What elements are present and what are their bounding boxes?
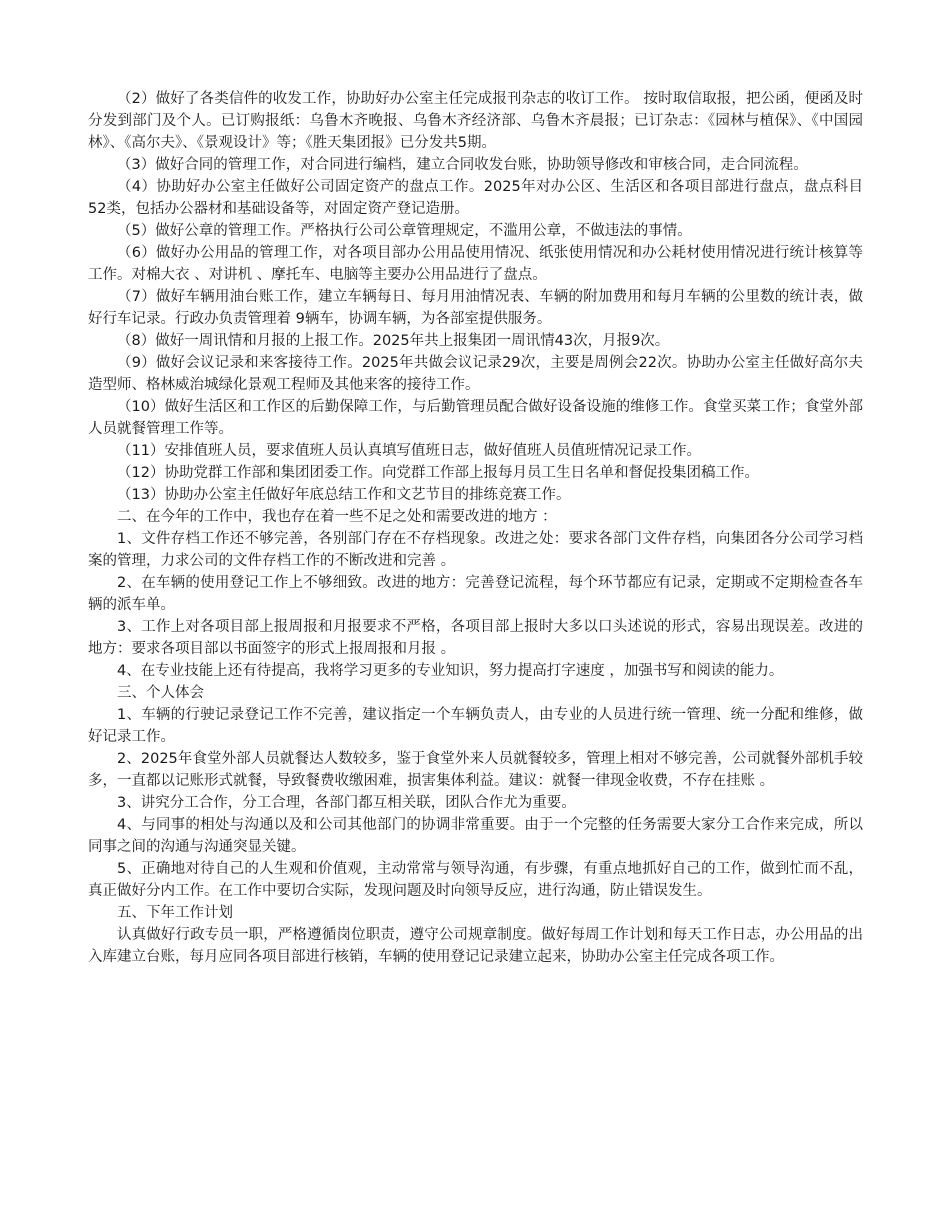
item-9-meetings-reception: （9）做好会议记录和来客接待工作。2025年共做会议记录29次，主要是周例会22次。协助办公室主任做好高尔夫造型师、格林威治城绿化景观工程师及其他来客的接待工作。 <box>88 355 863 393</box>
item-5-seal-management: （5）做好公章的管理工作。严格执行公司公章管理规定，不滥用公章，不做违法的事情。 <box>117 223 692 239</box>
shortcoming-1: 1、文件存档工作还不够完善，各别部门存在不存档现象。改进之处：要求各部门文件存档，向集团各分公司学习档案的管理，力求公司的文件存档工作的不断改进和完善 。 <box>88 531 863 569</box>
item-6-office-supplies: （6）做好办公用品的管理工作，对各项目部办公用品使用情况、纸张使用情况和办公耗材使用情况进行统计核算等工作。对棉大衣 、对讲机 、摩托车、电脑等主要办公用品进行了盘点。 <box>88 245 863 283</box>
experience-3: 3、讲究分工合作，分工合理，各部门都互相关联，团队合作尤为重要。 <box>117 795 576 811</box>
section-heading-next-year-plan: 五、下年工作计划 <box>117 905 233 921</box>
item-13-year-end-summary: （13）协助办公室主任做好年底总结工作和文艺节目的排练竞赛工作。 <box>117 487 571 503</box>
section-heading-shortcomings: 二、在今年的工作中，我也存在着一些不足之处和需要改进的地方 ： <box>117 509 557 525</box>
experience-4: 4、与同事的相处与沟通以及和公司其他部门的协调非常重要。由于一个完整的任务需要大家分工合作来完成，所以同事之间的沟通与沟通突显关键。 <box>88 817 863 855</box>
experience-5: 5、正确地对待自己的人生观和价值观，主动常常与领导沟通，有步骤，有重点地抓好自己的工作，做到忙而不乱，真正做好分内工作。在工作中要切合实际，发现问题及时向领导反应，进行沟通，防止错误发生。 <box>88 861 863 899</box>
item-3-contract-management: （3）做好合同的管理工作，对合同进行编档，建立合同收发台账，协助领导修改和审核合同，走合同流程。 <box>117 157 808 173</box>
shortcoming-2: 2、在车辆的使用登记工作上不够细致。改进的地方：完善登记流程，每个环节都应有记录，定期或不定期检查各车辆的派车单。 <box>88 575 863 613</box>
document-body <box>88 88 863 968</box>
item-11-duty-roster: （11）安排值班人员，要求值班人员认真填写值班日志，做好值班人员值班情况记录工作。 <box>117 443 701 459</box>
experience-1: 1、车辆的行驶记录登记工作不完善，建议指定一个车辆负责人，由专业的人员进行统一管理、统一分配和维修，做好记录工作。 <box>88 707 863 745</box>
item-7-vehicle-fuel: （7）做好车辆用油台账工作，建立车辆每日、每月用油情况表、车辆的附加费用和每月车辆的公里数的统计表，做好行车记录。行政办负责管理着 9辆车，协调车辆，为各部室提供服务。 <box>88 289 863 327</box>
item-12-party-work: （12）协助党群工作部和集团团委工作。向党群工作部上报每月员工生日名单和督促投集团稿工作。 <box>117 465 759 481</box>
item-8-weekly-monthly-report: （8）做好一周讯情和月报的上报工作。2025年共上报集团一周讯情43次，月报9次。 <box>117 333 670 349</box>
item-2-mail-handling: （2）做好了各类信件的收发工作，协助好办公室主任完成报刊杂志的收订工作。 按时取信取报，把公函，便函及时分发到部门及个人。已订购报纸：乌鲁木齐晚报、乌鲁木齐经济部、乌鲁木齐晨报；已订杂志：《园林与植保》、《中国园林》、《高尔夫》、《景观设计》等；《胜天集团报》已分发共5期。 <box>88 91 863 151</box>
shortcoming-3: 3、工作上对各项目部上报周报和月报要求不严格，各项目部上报时大多以口头述说的形式，容易出现误差。改进的地方：要求各项目部以书面签字的形式上报周报和月报 。 <box>88 619 863 657</box>
next-year-plan-text: 认真做好行政专员一职，严格遵循岗位职责，遵守公司规章制度。做好每周工作计划和每天工作日志，办公用品的出入库建立台账，每月应同各项目部进行核销，车辆的使用登记记录建立起来，协助办公室主任完成各项工作。 <box>88 927 863 965</box>
experience-2: 2、2025年食堂外部人员就餐达人数较多，鉴于食堂外来人员就餐较多，管理上相对不够完善，公司就餐外部机手较多，一直都以记账形式就餐，导致餐费收缴困难，损害集体利益。建议：就餐一律现金收费，不存在挂账 。 <box>88 751 863 789</box>
item-4-asset-inventory: （4）协助好办公室主任做好公司固定资产的盘点工作。2025年对办公区、生活区和各项目部进行盘点，盘点科目52类，包括办公器材和基础设备等，对固定资产登记造册。 <box>88 179 863 217</box>
item-10-logistics: （10）做好生活区和工作区的后勤保障工作，与后勤管理员配合做好设备设施的维修工作。食堂买菜工作；食堂外部人员就餐管理工作等。 <box>88 399 863 437</box>
section-heading-personal-experience: 三、个人体会 <box>117 685 204 701</box>
shortcoming-4: 4、在专业技能上还有待提高，我将学习更多的专业知识，努力提高打字速度 ，加强书写和阅读的能力。 <box>117 663 784 679</box>
